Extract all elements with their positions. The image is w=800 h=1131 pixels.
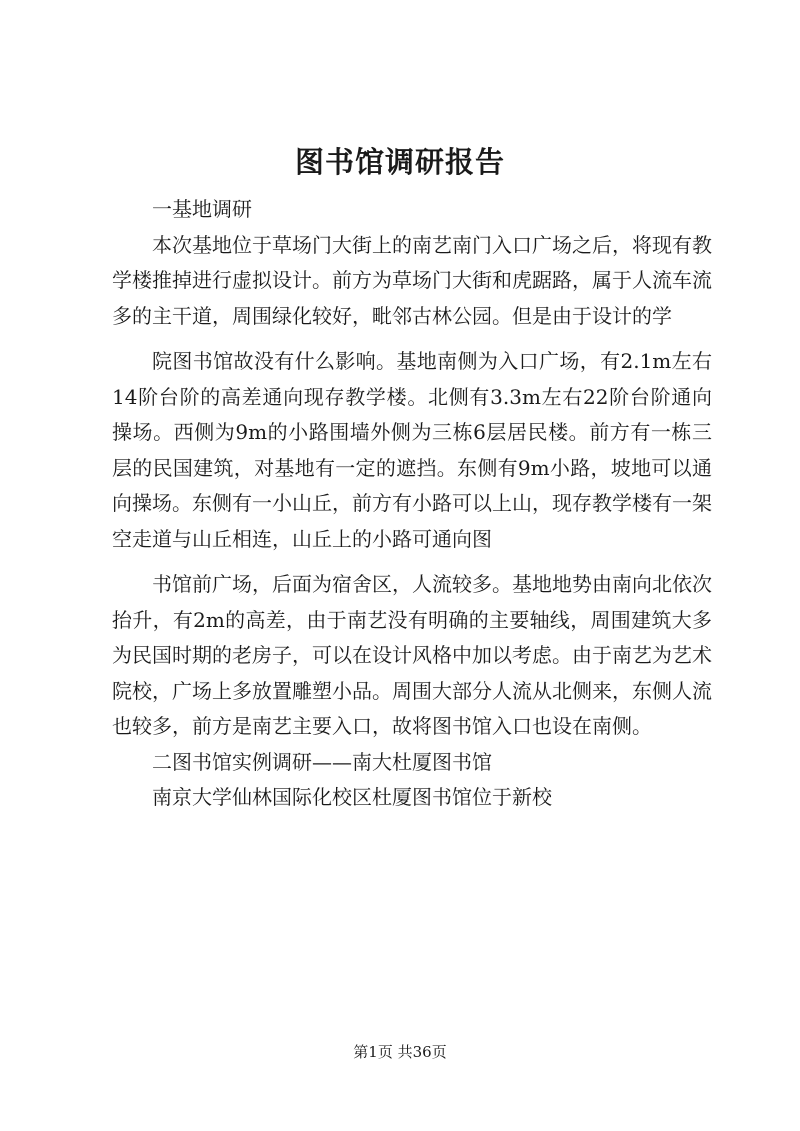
document-title: 图书馆调研报告: [294, 145, 505, 179]
document-body: [112, 192, 712, 816]
section-heading-library-case-study: 二图书馆实例调研——南大杜厦图书馆: [152, 749, 492, 774]
paragraph-site-surroundings: 院图书馆故没有什么影响。基地南侧为入口广场，有2.1m左右14阶台阶的高差通向现存教学楼。北侧有3.3m左右22阶台阶通向操场。西侧为9m的小路围墙外侧为三栋6层居民楼。前方有一栋三层的民国建筑，对基地有一定的遮挡。东侧有9m小路，坡地可以通向操场。东侧有一小山丘，前方有小路可以上山，现存教学楼有一架空走道与山丘相连，山丘上的小路可通向图: [112, 349, 712, 551]
page-number-footer: 第1页 共36页: [353, 1043, 447, 1061]
section-heading-site-survey: 一基地调研: [152, 197, 252, 221]
paragraph-library-intro: 南京大学仙林国际化校区杜厦图书馆位于新校: [152, 785, 552, 809]
paragraph-site-overview: 本次基地位于草场门大街上的南艺南门入口广场之后，将现有教学楼推掉进行虚拟设计。前方为草场门大街和虎踞路，属于人流车流多的主干道，周围绿化较好，毗邻古林公园。但是由于设计的学: [112, 232, 712, 328]
paragraph-site-terrain: 书馆前广场，后面为宿舍区，人流较多。基地地势由南向北依次抬升，有2m的高差，由于南艺没有明确的主要轴线，周围建筑大多为民国时期的老房子，可以在设计风格中加以考虑。由于南艺为艺术院校，广场上多放置雕塑小品。周围大部分人流从北侧来，东侧人流也较多，前方是南艺主要入口，故将图书馆入口也设在南侧。: [112, 572, 712, 738]
